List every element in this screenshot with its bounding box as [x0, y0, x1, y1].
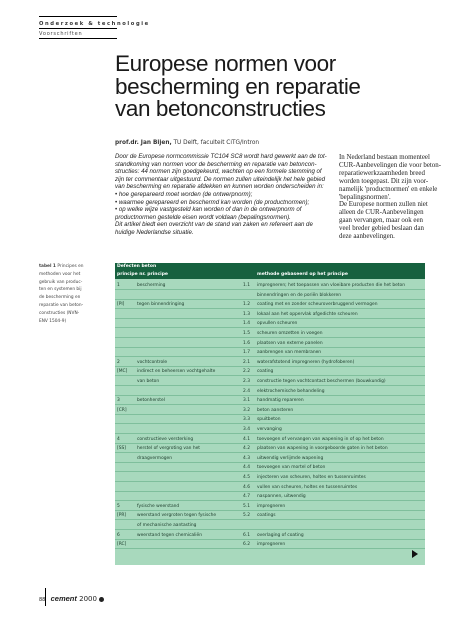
caption-text: methoden voor het [39, 271, 81, 277]
table-row [115, 291, 425, 300]
body-line: deze aanbevelingen. [339, 233, 395, 241]
table-row [115, 377, 425, 386]
method-number: 6.1 [243, 532, 250, 538]
principle-name: fysische weerstand [137, 503, 180, 509]
method-number: 4.1 [243, 436, 250, 442]
method-number: 2.1 [243, 359, 250, 365]
method-text: uitwendig verlijmde wapening [257, 455, 324, 461]
method-number: 3.1 [243, 398, 250, 404]
method-number: 2.3 [243, 379, 250, 384]
intro-line: • waarmee gerepareerd en beschermd kan worden (de productnormen); [115, 198, 310, 206]
title-line: bescherming en reparatie [115, 73, 361, 99]
caption-text: Principes en [57, 264, 84, 269]
method-number: 4.6 [243, 484, 250, 490]
table-row [115, 396, 425, 405]
table-header [115, 263, 425, 279]
intro-line: structies: 44 normen zijn goedgekeurd, wachten op een formele stemming of [115, 168, 322, 176]
journal-year: 2000 [79, 595, 97, 603]
method-text: toevoegen van mortel of beton [257, 465, 326, 471]
intro-line: • op welke wijze vastgesteld kan worden of dan in de ontwerpnorm of [115, 206, 302, 214]
table-row [115, 339, 425, 348]
table-row [115, 387, 425, 396]
table-row [115, 463, 425, 472]
method-text: plaatsen van externe panelen [257, 340, 323, 346]
caption-line [39, 294, 99, 302]
table-row [115, 300, 425, 309]
page-footer [39, 594, 104, 603]
intro-line: Door de Europese normcommissie TC104 SC8 wordt hard gewerkt aan de tot- [115, 153, 327, 160]
principle-name: tegen binnendringing [137, 302, 185, 308]
intro-line: Dit artikel biedt een overzicht van de stand van zaken en refereert aan de [115, 221, 313, 229]
caption-line [39, 310, 99, 318]
principle-number: [RC] [117, 542, 127, 548]
intro-line: productnormen gestelde eisen wordt voldaan (bepalingsnormen). [115, 213, 291, 221]
caption-line [39, 279, 99, 287]
principle-number: 2 [117, 359, 120, 365]
caption-text: ten en systemen bij [39, 287, 82, 293]
method-text: scheuren omzetten in voegen [257, 331, 323, 336]
method-text: binnendringen en de poriën blokkeren [257, 292, 341, 298]
title-line: Europese normen voor [115, 51, 336, 76]
principle-name: of mechanische aantasting [137, 523, 197, 528]
journal-name: cement [50, 594, 77, 603]
issue-badge-icon [99, 597, 104, 602]
principle-name: draagvermogen [137, 455, 173, 461]
table-row [115, 319, 425, 328]
table-row [115, 406, 425, 415]
body-line: De Europese normen zullen niet [339, 201, 428, 209]
header-rule-mid [39, 28, 117, 29]
principle-name: bescherming [137, 283, 166, 288]
method-text: spuitbeton [257, 417, 281, 423]
principle-number: 5 [117, 503, 120, 509]
method-text: vervanging [257, 427, 282, 432]
intro-line: van bescherming en reparatie afdekken en kunnen worden onderscheiden in: [115, 183, 324, 191]
method-text: coating [257, 369, 274, 375]
intro-text [115, 153, 325, 237]
table-title: Defecten beton [117, 264, 157, 269]
table-row [115, 444, 425, 453]
table-row [115, 348, 425, 357]
caption-text: gebruik van produc- [39, 279, 83, 285]
intro-line: huidige Nederlandse situatie. [115, 228, 194, 236]
method-text: coating met en zonder scheuroverbruggend vermogen [257, 302, 378, 308]
table-row [115, 540, 425, 549]
principle-number: 6 [117, 532, 120, 538]
body-line: gaan vervangen, maar ook een [339, 217, 423, 225]
caption-line [39, 302, 99, 310]
col-header-method: methode gebaseerd op het principe [257, 272, 348, 277]
method-number: 2.4 [243, 388, 250, 394]
method-number: 3.4 [243, 427, 250, 432]
table-row [115, 435, 425, 444]
method-number: 6.2 [243, 542, 250, 548]
method-number: 1.2 [243, 302, 250, 308]
table-caption [39, 263, 99, 325]
caption-text: reparatie van beton- [39, 302, 84, 308]
continue-arrow-icon [412, 550, 418, 558]
principles-table [115, 263, 425, 565]
method-text: opvullen scheuren [257, 321, 298, 327]
table-row [115, 358, 425, 367]
table-row [115, 531, 425, 540]
table-row [115, 502, 425, 511]
intro-line: zijn ter commentaar uitgestuurd. De normen zullen uiteindelijk het hele gebied [115, 175, 326, 183]
method-number: 1.6 [243, 340, 250, 346]
principle-name: constructieve versterking [137, 436, 194, 442]
method-text: vullen van scheuren, holtes en tussenruimtes [257, 484, 358, 490]
method-text: injecteren van scheuren, holtes en tussenruimtes [257, 475, 366, 480]
principle-number: [MC] [117, 369, 128, 375]
principle-name: weerstand vergroten tegen fysische [137, 513, 217, 519]
method-number: 3.3 [243, 417, 250, 423]
caption-line [39, 286, 99, 294]
method-text: overlaging of coating [257, 532, 304, 538]
subsection-label: Voorschriften [39, 31, 83, 37]
method-text: toevoegen of vervangen van wapening in of op het beton [257, 436, 384, 442]
table-row [115, 473, 425, 482]
principle-name: betonherstel [137, 398, 165, 404]
table-row [115, 492, 425, 501]
section-label: Onderzoek & technologie [39, 21, 150, 27]
principle-number: [PI] [117, 302, 125, 308]
body-line: veel breder gebied beslaan dan [339, 225, 424, 233]
body-line: worden toegepast. Dit zijn voor- [339, 177, 429, 185]
method-text: constructie tegen vochtcontact beschermen (bouwkundig) [257, 379, 386, 384]
principle-name: van beton [137, 379, 160, 384]
title-line: van betonconstructies [115, 96, 326, 121]
principle-name: vochtcontrole [137, 359, 168, 365]
method-number: 4.7 [243, 494, 250, 500]
method-text: impregneren; het toepassen van vloeibare producten die het beton [257, 283, 406, 288]
method-text: impregneren [257, 503, 286, 509]
method-text: lokaal aan het oppervlak afgedichte scheuren [257, 311, 358, 317]
principle-name: weerstand tegen chemicaliën [137, 532, 202, 538]
method-text: aanbrengen van membranen [257, 350, 322, 356]
method-text: waterafstotend impregneren (hydrofoberen) [257, 359, 355, 365]
method-number: 5.2 [243, 513, 250, 519]
method-text: coatings [257, 513, 276, 519]
body-line: namelijk 'productnormen' en enkele [339, 185, 438, 193]
method-text: naspannen, uitwendig [257, 494, 306, 500]
method-text: handmatig repareren [257, 398, 304, 404]
method-number: 4.5 [243, 475, 250, 480]
body-line: reparatiewerkzaamheden breed [339, 169, 425, 177]
table-row [115, 454, 425, 463]
article-title [115, 53, 445, 121]
intro-line: standkoming van normen voor de bescherming en reparatie van betoncon- [115, 160, 317, 168]
principle-number: 4 [117, 436, 120, 442]
table-row [115, 511, 425, 520]
table-row [115, 310, 425, 319]
method-number: 1.5 [243, 331, 250, 336]
method-number: 4.3 [243, 455, 250, 461]
principle-number: [PR] [117, 513, 127, 519]
method-number: 4.4 [243, 465, 250, 471]
byline [115, 140, 259, 146]
principle-number: [CR] [117, 407, 127, 413]
intro-line: • hoe gerepareerd moet worden (de ontwerpnorm); [115, 190, 253, 198]
method-text: elektrochemische behandeling [257, 388, 325, 394]
method-text: impregneren [257, 542, 286, 548]
body-line: 'bepalingsnormen'. [339, 193, 391, 201]
caption-label: tabel 1 [39, 264, 56, 269]
body-line: alleen de CUR-Aanbevelingen [339, 209, 424, 217]
principle-name: herstel of vergroting van het [137, 446, 201, 452]
table-row [115, 281, 425, 290]
method-number: 3.2 [243, 407, 250, 413]
method-number: 4.2 [243, 446, 250, 452]
principle-number: [SS] [117, 446, 126, 452]
method-number: 2.2 [243, 369, 250, 375]
method-number: 1.1 [243, 283, 250, 288]
table-row [115, 367, 425, 376]
method-number: 1.7 [243, 350, 250, 356]
caption-line [39, 263, 99, 271]
caption-line [39, 271, 99, 279]
table-row [115, 483, 425, 492]
table-row [115, 329, 425, 338]
caption-text: ENV 1504-9) [39, 318, 67, 324]
method-number: 1.3 [243, 311, 250, 317]
caption-line [39, 318, 99, 326]
method-number: 5.1 [243, 503, 250, 509]
method-text: plaatsen van wapening in voorgeboorde gaten in het beton [257, 446, 388, 452]
right-column-text [339, 154, 441, 241]
body-line: CUR-Aanbevelingen die voor beton- [339, 161, 441, 169]
method-number: 1.4 [243, 321, 250, 327]
author-affiliation: TU Delft, faculteit CiTG/Intron [173, 140, 260, 146]
page-number: 88 [39, 597, 46, 603]
caption-text: constructies (NVN- [39, 310, 80, 316]
table-row [115, 415, 425, 424]
principle-number: 3 [117, 398, 120, 404]
col-header-principle: principe nr. principe [117, 272, 168, 277]
caption-text: de bescherming en [39, 295, 81, 301]
table-row [115, 425, 425, 434]
method-text: beton aansteren [257, 407, 294, 413]
header-rule-bottom [39, 38, 117, 39]
principle-number: 1 [117, 283, 120, 288]
header-rule-top [39, 16, 117, 17]
author-name: prof.dr. Jan Bijen, [115, 140, 172, 146]
table-row [115, 521, 425, 530]
principle-name: indirect en beheersen vochtgehalte [137, 369, 216, 375]
body-line: In Nederland bestaan momenteel [339, 154, 430, 161]
